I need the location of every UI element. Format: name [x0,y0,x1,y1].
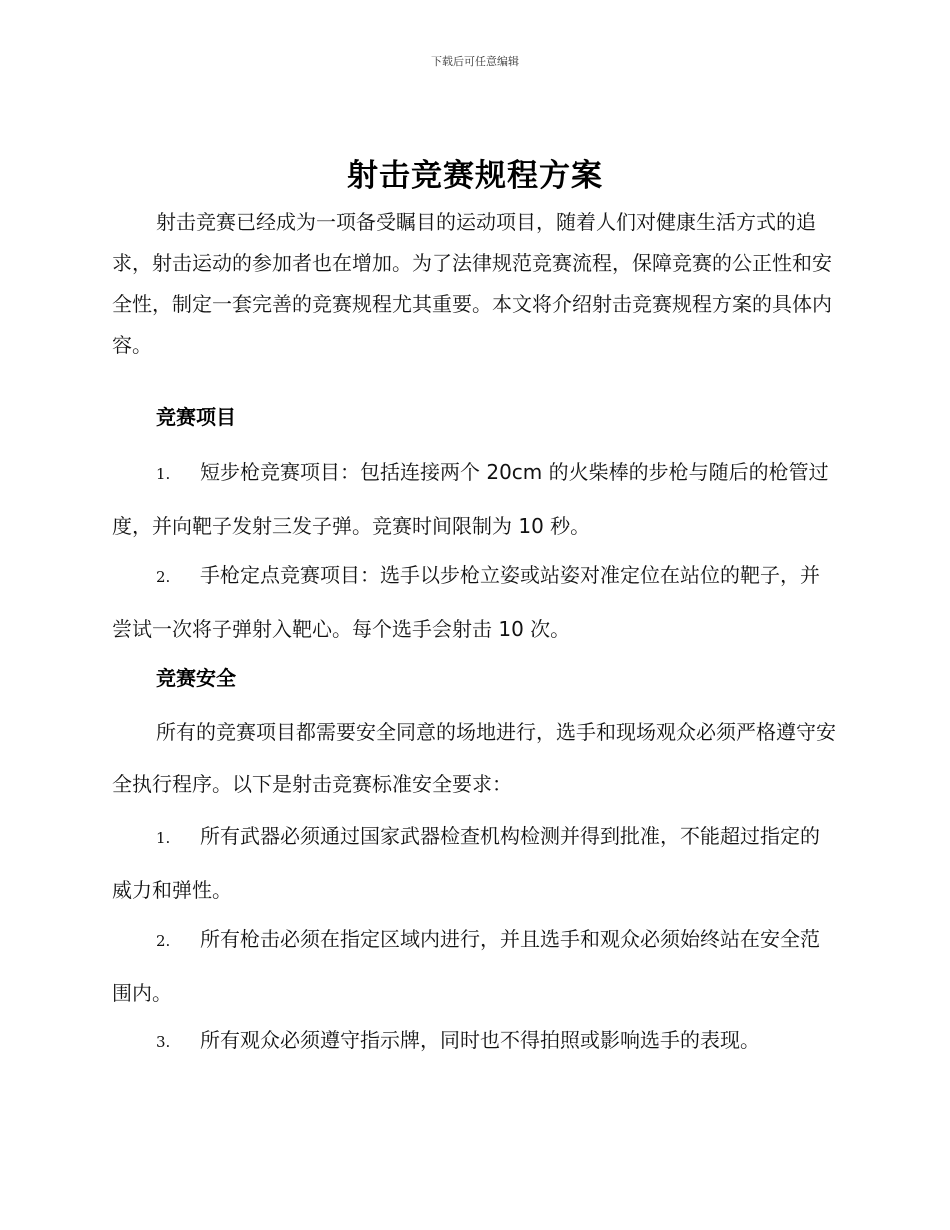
page-header-note: 下载后可任意编辑 [431,55,519,68]
intro-paragraph: 射击竞赛已经成为一项备受瞩目的运动项目，随着人们对健康生活方式的追求，射击运动的参加者也在增加。为了法律规范竞赛流程，保障竞赛的公正性和安全性，制定一套完善的竞赛规程尤其重要。本文将介绍射击竞赛规程方案的具体内容。 [112,210,832,357]
list-item-text: 短步枪竞赛项目：包括连接两个 20cm 的火柴棒的步枪与随后的枪管过度，并向靶子发射三发子弹。竞赛时间限制为 10 秒。 [112,460,829,538]
list-item-text: 所有观众必须遵守指示牌，同时也不得拍照或影响选手的表现。 [200,1028,760,1052]
list-item [112,549,838,655]
list-item [112,913,838,1019]
list-item-text: 所有武器必须通过国家武器检查机构检测并得到批准，不能超过指定的威力和弹性。 [112,824,820,902]
safety-paragraph: 所有的竞赛项目都需要安全同意的场地进行，选手和现场观众必须严格遵守安全执行程序。以下是射击竞赛标准安全要求： [112,720,836,796]
section-heading-events: 竞赛项目 [156,405,236,429]
list-item-number: 2. [156,568,171,586]
list-item [112,446,838,552]
list-item-text: 所有枪击必须在指定区域内进行，并且选手和观众必须始终站在安全范围内。 [112,927,820,1005]
list-item-number: 1. [156,829,171,847]
list-item [112,1014,838,1068]
list-item-text: 手枪定点竞赛项目：选手以步枪立姿或站姿对准定位在站位的靶子，并尝试一次将子弹射入靶心。每个选手会射击 10 次。 [112,563,820,641]
list-item-number: 3. [156,1033,171,1051]
section-heading-safety: 竞赛安全 [156,666,236,690]
list-item-number: 1. [156,465,171,483]
list-item-number: 2. [156,932,171,950]
document-title: 射击竞赛规程方案 [347,158,603,194]
list-item [112,810,838,916]
